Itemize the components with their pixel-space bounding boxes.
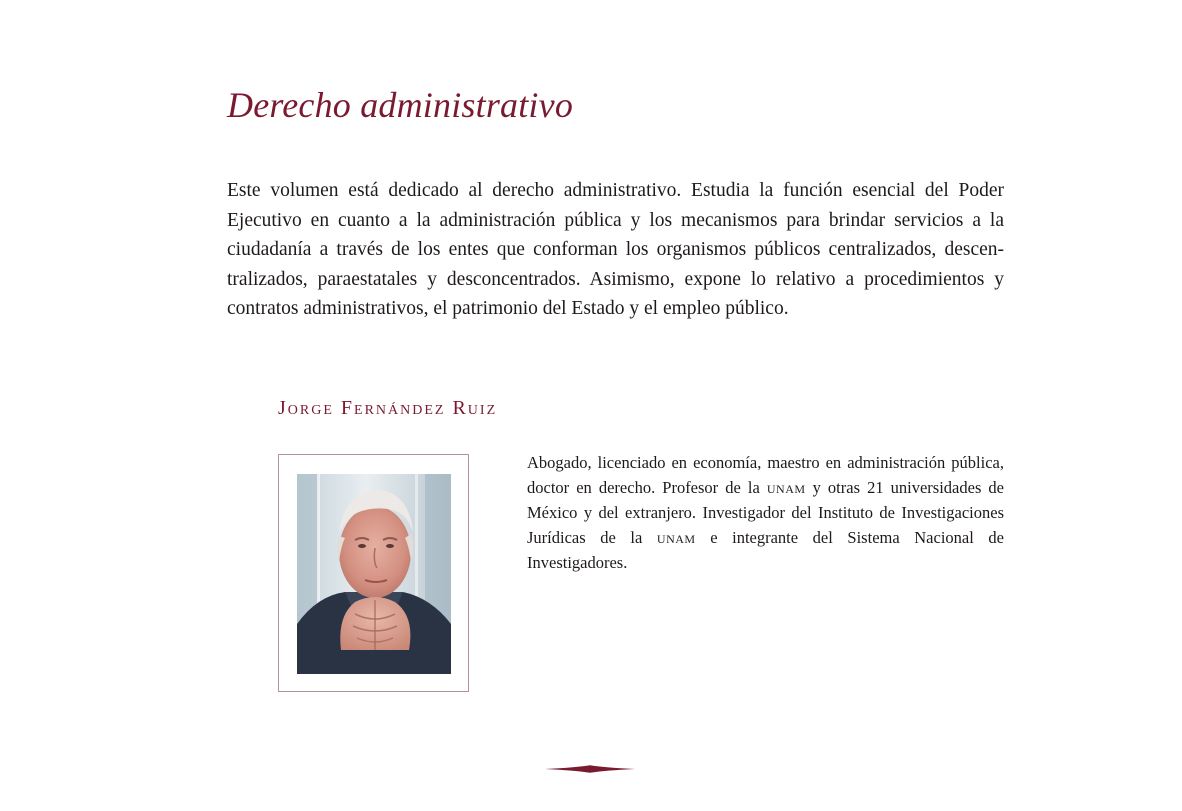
book-description: Este volumen está dedicado al derecho administrativo. Estudia la función esencial del Poder Ejecutivo en cuanto a la administración pública y los mecanismos para brindar servicios a la ciudadanía a través de los entes que conforman los organismos públicos centralizados, descentralizados, paraestatales y desconcentrados. Asimismo, expone lo relativo a procedimientos y contratos administrativos, el patrimonio del Estado y el empleo público. [227,180,1004,319]
diamond-rule-ornament-icon [545,763,635,775]
page-title: Derecho administrativo [227,85,574,125]
author-bio-text-2: y otras 21 universidades de México y del extranjero. Investigador del Instituto de Investigaciones Jurídicas de la [527,478,1005,547]
author-bio-text-1: Abogado, licenciado en economía, maestro en administración pública, doctor en derecho. Profesor de la [527,453,1004,497]
unam-abbreviation: unam [766,478,806,497]
author-bio-text-3: e integrante del Sistema Nacional de Investigadores. [527,528,1004,572]
unam-abbreviation: unam [656,528,696,547]
author-name: Jorge Fernández Ruiz [278,397,498,419]
author-bio [527,450,1004,575]
author-photo-frame [278,454,469,692]
author-portrait [297,474,451,674]
